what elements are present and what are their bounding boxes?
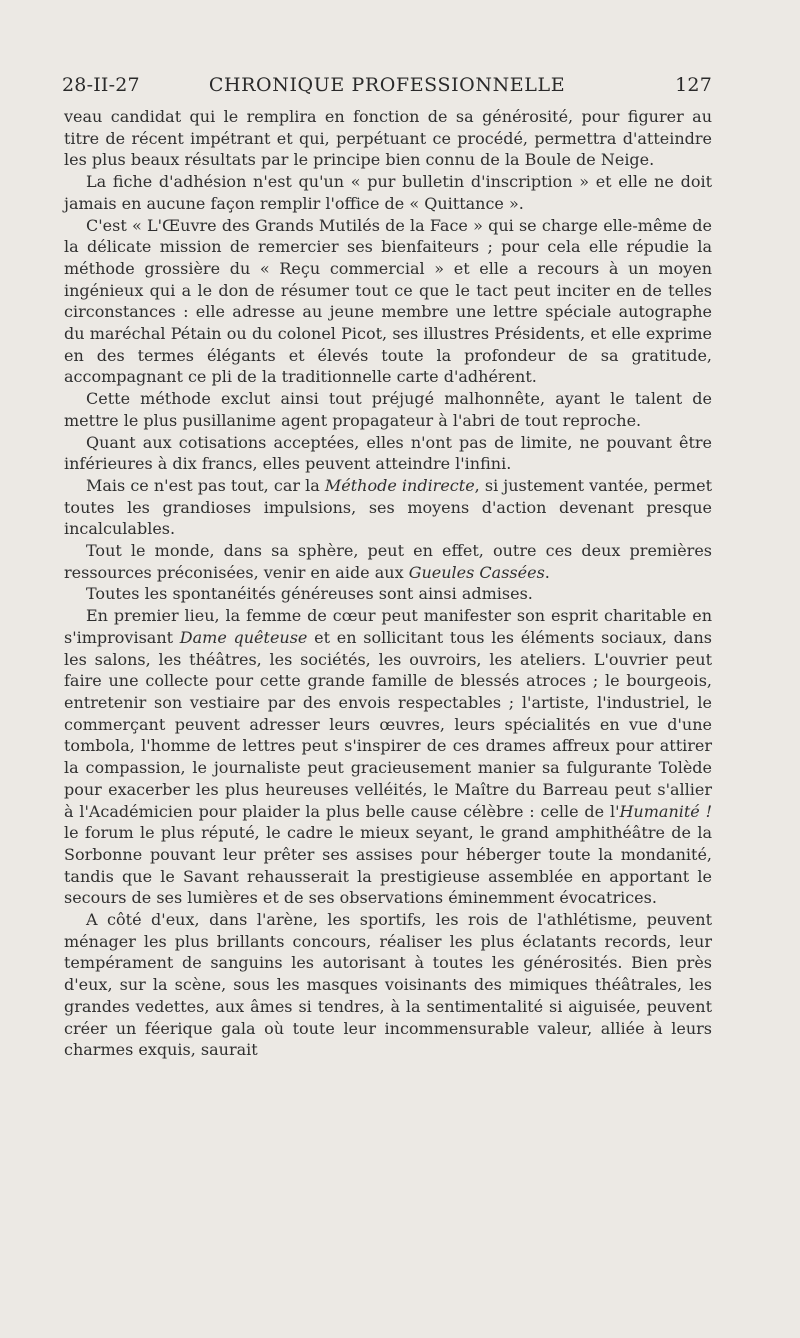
text-segment: le forum le plus réputé, le cadre le mieux seyant, le grand amphithéâtre de la Sorbonne pouvant leur prêter ses assises pour héberger toute la mondanité, tandis que le Savant rehausserait la prestigieuse assemblée en apportant le secours de ses lumières et de ses observations éminemment évocatrices. — [64, 823, 712, 908]
paragraph — [64, 475, 712, 540]
article-body — [64, 106, 712, 1061]
text-segment: C'est « L'Œuvre des Grands Mutilés de la Face » qui se charge elle-même de la délicate mission de remercier ses bienfaiteurs ; pour cela elle répudie la méthode grossière du « Reçu commercial » et elle a recours à un moyen ingénieux qui a le don de résumer tout ce que le tact peut inciter en de telles circonstances : elle adresse au jeune membre une lettre spéciale autographe du maréchal Pétain ou du colonel Picot, ses illustres Présidents, et elle exprime en des termes élégants et élevés toute la profondeur de sa gratitude, accompagnant ce pli de la traditionnelle carte d'adhérent. — [64, 215, 712, 387]
text-segment: En premier lieu, la femme de cœur peut manifester son esprit charitable en s'improvisant — [64, 606, 712, 647]
paragraph — [64, 171, 712, 214]
text-segment: Mais ce n'est pas tout, car la — [86, 475, 325, 495]
section-title: CHRONIQUE PROFESSIONNELLE — [208, 74, 566, 96]
page-number: 127 — [675, 74, 712, 96]
text-segment: , si justement vantée, permet toutes les grandioses impulsions, ses moyens d'action devenant presque incalculables. — [64, 475, 712, 539]
paragraph — [64, 583, 712, 605]
paragraph — [64, 909, 712, 1061]
text-segment: Quant aux cotisations acceptées, elles n'ont pas de limite, ne pouvant être inférieures à dix francs, elles peuvent atteindre l'infini. — [64, 432, 712, 474]
text-segment: Toutes les spontanéités généreuses sont ainsi admises. — [86, 584, 533, 604]
text-segment: veau candidat qui le remplira en fonction de sa générosité, pour figurer au titre de récent impétrant et qui, perpétuant ce procédé, permettra d'atteindre les plus beaux résultats par le principe bien connu de la Boule de Neige. — [64, 107, 712, 170]
text-segment: Cette méthode exclut ainsi tout préjugé malhonnête, ayant le talent de mettre le plus pusillanime agent propagateur à l'abri de tout reproche. — [64, 389, 712, 430]
paragraph — [64, 215, 712, 389]
text-segment: A côté d'eux, dans l'arène, les sportifs, les rois de l'athlétisme, peuvent ménager les plus brillants concours, réaliser les plus éclatants records, leur tempérament de sanguins les autorisant à toutes les générosités. Bien près d'eux, sur la scène, sous les masques voisinants des mimiques théâtrales, les grandes vedettes, aux âmes si tendres, à la sentimentalité si aiguisée, peuvent créer un féerique gala où toute leur incommensurable valeur, alliée à leurs charmes exquis, saurait — [64, 910, 712, 1060]
text-segment: . — [544, 562, 550, 582]
text-segment: La fiche d'adhésion n'est qu'un « pur bulletin d'inscription » et elle ne doit jamais en aucune façon remplir l'office de « Quittance ». — [64, 172, 712, 213]
italic-text: Méthode indirecte — [324, 475, 475, 495]
paragraph — [64, 540, 712, 583]
italic-text: Dame quêteuse — [179, 627, 308, 647]
text-segment: Tout le monde, dans sa sphère, peut en effet, outre ces deux premières ressources préconisées, venir en aide aux — [64, 541, 712, 582]
paragraph — [64, 432, 712, 475]
running-head — [62, 68, 712, 102]
text-segment: et en sollicitant tous les éléments sociaux, dans les salons, les théâtres, les sociétés, les ouvroirs, les ateliers. L'ouvrier peut faire une collecte pour cette grande famille de blessés atroces ; le bourgeois, entretenir son vestiaire par des envois respectables ; l'artiste, l'industriel, le commerçant peuvent adresser leurs œuvres, leurs spécialités en vue d'une tombola, l'homme de lettres peut s'inspirer de ces drames affreux pour attirer la compassion, le journaliste peut gracieusement manier sa fulgurante Tolède pour exacerber les plus heureuses velléités, le Maître du Barreau peut s'allier à l'Académicien pour plaider la plus belle cause célèbre : celle de l' — [64, 627, 712, 821]
paragraph — [64, 605, 712, 909]
issue-date: 28-II-27 — [62, 74, 140, 96]
paragraph — [64, 106, 712, 171]
italic-text: Gueules Cassées — [408, 562, 545, 582]
italic-text: Humanité ! — [619, 801, 712, 821]
paragraph — [64, 388, 712, 431]
